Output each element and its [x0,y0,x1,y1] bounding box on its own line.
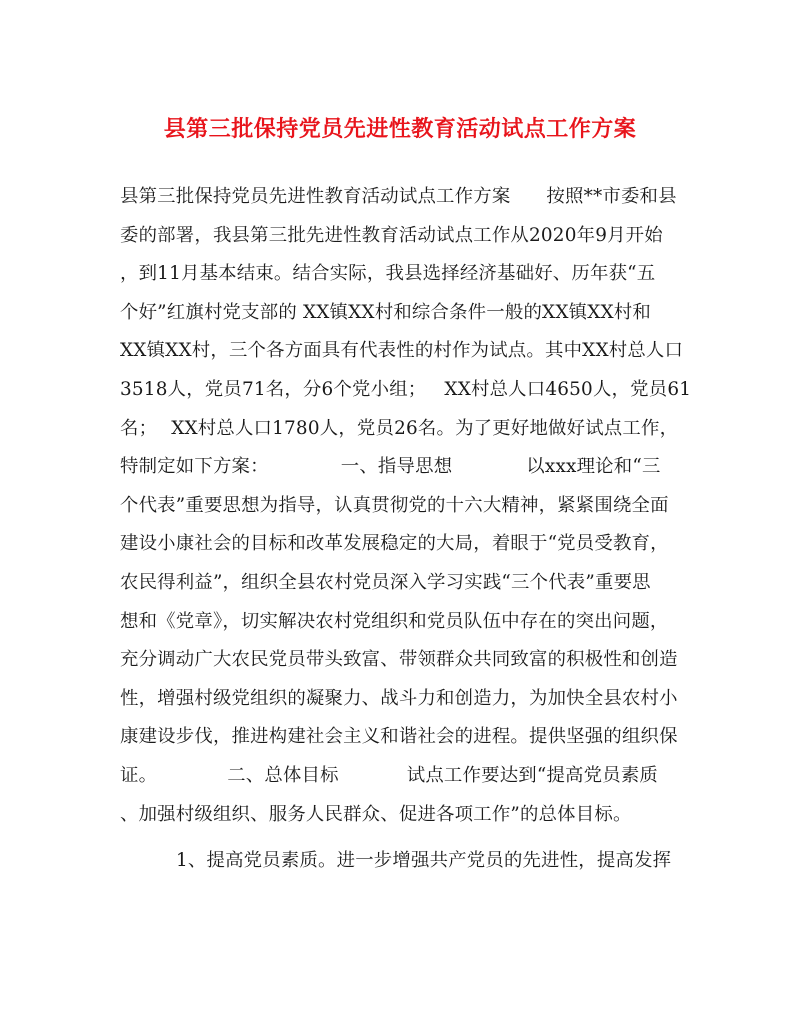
body-text-segment: 想和《党章》，切实解决农村党组织和党员队伍中存在的突出问题， [120,610,669,632]
body-line [120,332,684,371]
body-line [120,718,684,757]
body-text-segment: 3518人，党员71名，分6个党小组； [120,378,427,400]
body-text-segment: 以xxx理论和“三 [526,456,661,478]
body-text-segment: XX村总人口4650人，党员61 [444,378,692,400]
body-text-segment: 建设小康社会的目标和改革发展稳定的大局，着眼于“党员受教育， [120,533,669,555]
body-line [120,294,684,333]
body-text-segment: 性，增强村级党组织的凝聚力、战斗力和创造力，为加快全县农村小 [120,687,678,709]
body-line [120,217,684,256]
body-text-segment: ，到11月基本结束。结合实际，我县选择经济基础好、历年获“五 [120,263,656,285]
body-text-segment: 试点工作要达到“提高党员素质 [406,764,659,786]
body-text-segment: 委的部署，我县第三批先进性教育活动试点工作从2020年9月开始 [120,224,663,246]
body-text-segment: 特制定如下方案： [120,456,269,478]
body-line [120,641,684,680]
body-text-segment: 农民得利益”，组织全县农村党员深入学习实践“三个代表”重要思 [120,571,651,593]
body-text-segment: 名； [120,417,158,439]
body-line [120,757,684,796]
body-text-segment: 按照**市委和县 [546,186,677,207]
section-heading: 二、总体目标 [227,764,339,786]
body-line [120,178,684,217]
body-text-segment: 个好”红旗村党支部的 XX镇XX村和综合条件一般的XX镇XX村和 [120,301,651,323]
document-body [120,178,692,881]
body-line [120,410,684,449]
body-line [120,371,692,410]
body-text-segment: 1、提高党员素质。进一步增强共产党员的先进性，提高发挥 [176,850,672,872]
body-line [120,842,684,881]
body-line [120,525,684,564]
body-text-segment: 充分调动广大农民党员带头致富、带领群众共同致富的积极性和创造 [120,649,678,671]
body-line [120,564,684,603]
body-line [120,680,684,719]
body-text-segment: 个代表”重要思想为指导，认真贯彻党的十六大精神，紧紧围绕全面 [120,494,669,516]
body-text-segment: XX镇XX村，三个各方面具有代表性的村作为试点。其中XX村总人口 [120,340,684,362]
body-text-segment: 县第三批保持党员先进性教育活动试点工作方案 [120,186,511,207]
body-line [120,255,684,294]
body-line [120,796,684,835]
body-line [120,603,684,642]
body-line [120,448,684,487]
body-text-segment: XX村总人口1780人，党员26名。为了更好地做好试点工作， [171,417,679,439]
section-heading: 一、指导思想 [340,456,453,478]
body-text-segment: 、加强村级组织、服务人民群众、促进各项工作”的总体目标。 [120,803,632,825]
body-text-segment: 证。 [120,764,158,786]
document-title: 县第三批保持党员先进性教育活动试点工作方案 [163,116,637,142]
body-text-segment: 康建设步伐，推进构建社会主义和谐社会的进程。提供坚强的组织保 [120,726,678,748]
body-line [120,487,684,526]
